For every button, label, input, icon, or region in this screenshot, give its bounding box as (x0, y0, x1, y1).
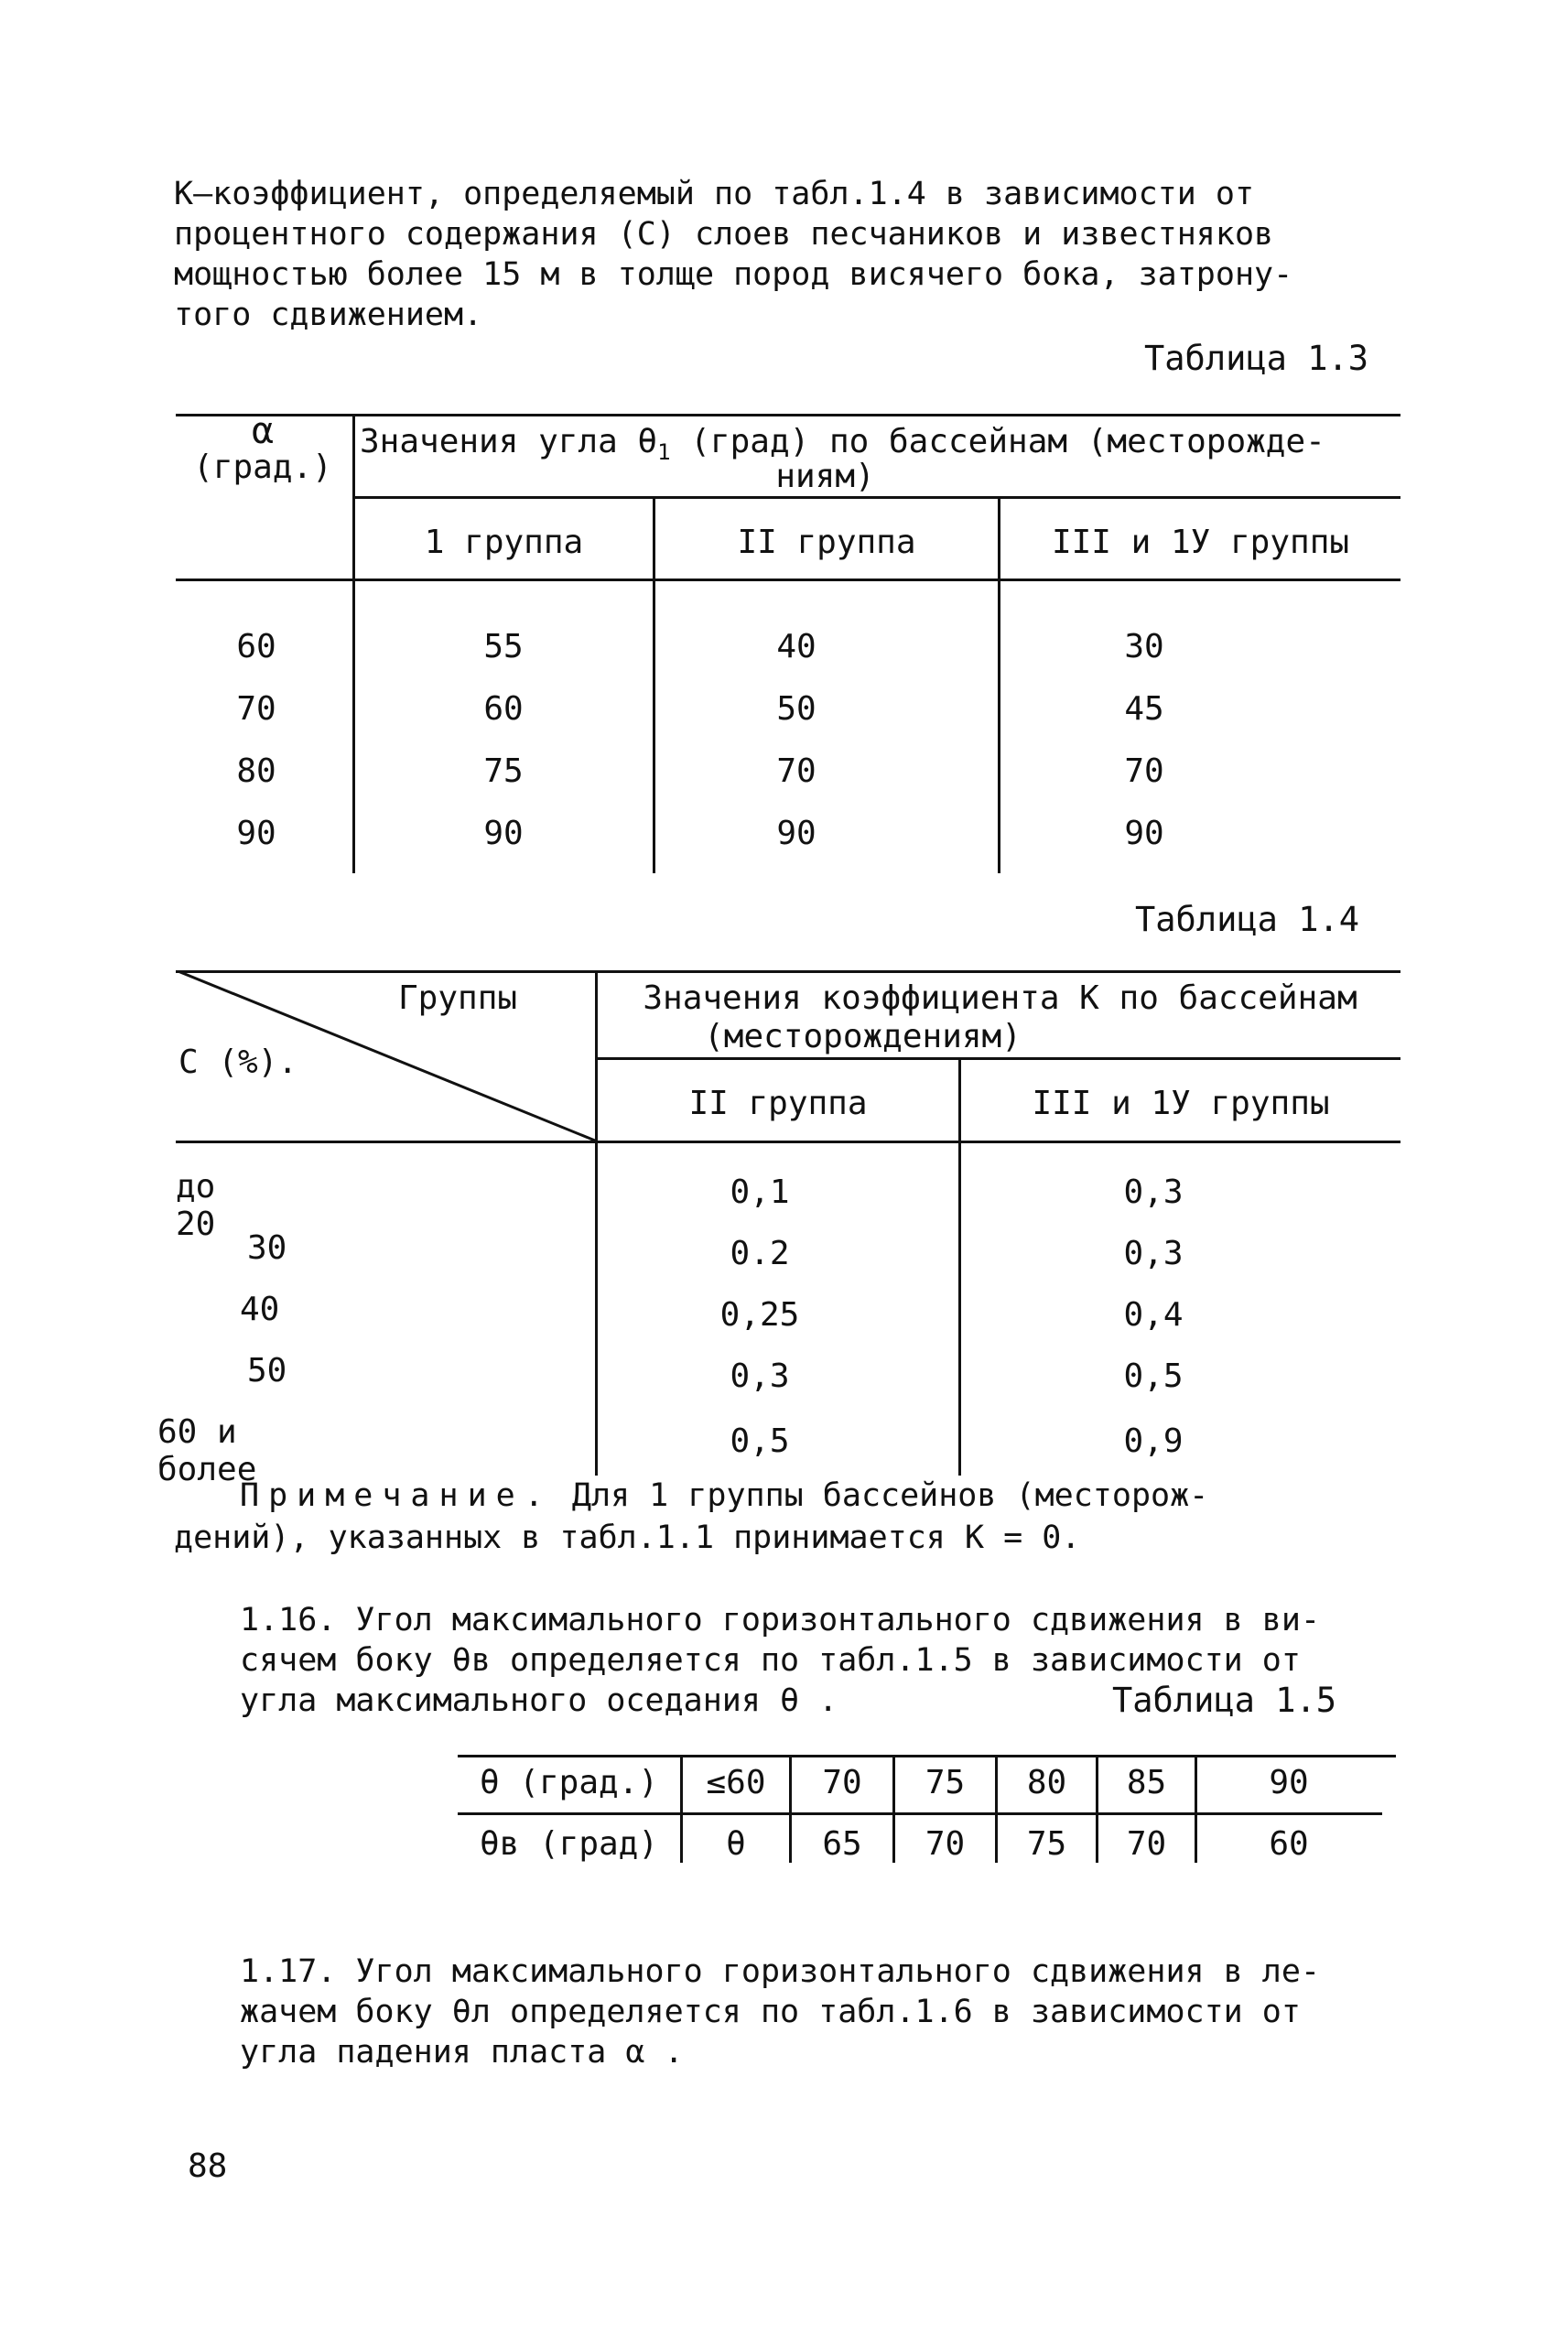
table-1-3-caption: Таблица 1.3 (1144, 339, 1369, 378)
t13-col-2: II группа (737, 524, 916, 561)
table-1-5: θ (град.) θв (град) ≤60 70 75 80 85 90 θ 65 70 75 70 60 (0, 0, 1568, 1876)
t13-group-header-cont: ниям) (775, 458, 875, 495)
paragraph-1-17: 1.17. Угол максимального горизонтального сдвижения в ле- жачем боку θл определяется по табл.1.6 в зависимости от угла падения пласта α . (240, 1953, 1321, 2071)
alpha-unit: (град.) (193, 449, 332, 486)
t14-group-header: Значения коэффициента К по бассейнам (643, 979, 1357, 1017)
note-line-2: дений), указанных в табл.1.1 принимается К = 0. (174, 1519, 1081, 1556)
page-number: 88 (188, 2147, 228, 2185)
t14-col-1: II группа (688, 1085, 868, 1122)
note-line-1: Примечание. Для 1 группы бассейнов (месторож- (240, 1477, 1209, 1514)
table-1-4-caption: Таблица 1.4 (1135, 900, 1360, 939)
intro-paragraph: К–коэффициент, определяемый по табл.1.4 в зависимости от процентного содержания (С) слоев песчаников и известняков мощностью более 15 м в толще пород висячего бока, затрону- того сдвижением. (174, 176, 1293, 333)
t14-group-header-cont: (месторождениям) (704, 1018, 1022, 1055)
t13-col-1: 1 группа (424, 524, 584, 561)
table-1-4: Группы С (%). Значения коэффициента К по бассейнам (месторождениям) II группа III и 1У группы до 20 0,1 0,3 30 0.2 0,3 40 0,25 0,4 50 0,3 0,5 60 и более 0,5 0,9 (0, 0, 1568, 1483)
t15-row2-label: θв (град) (479, 1825, 659, 1863)
paragraph-1-16: 1.16. Угол максимального горизонтального сдвижения в ви- сячем боку θв определяется по табл.1.5 в зависимости от угла максимального оседания θ . (240, 1602, 1321, 1719)
t13-group-header: Значения угла $\theta_1$ (град) по бассейнам (месторожде- (360, 423, 1325, 466)
corner-groups-label: Группы (398, 979, 518, 1017)
corner-c-label: С (%). (178, 1044, 298, 1081)
note-label: Примечание. (240, 1477, 553, 1514)
alpha-symbol: α (251, 410, 275, 452)
table-1-5-caption: Таблица 1.5 (1112, 1681, 1337, 1720)
t15-row1-label: θ (град.) (479, 1764, 659, 1801)
t14-col-2: III и 1У группы (1032, 1085, 1330, 1122)
table-1-3: α (град.) Значения угла $\theta_1$ (град) по бассейнам (месторожде- ниям) 1 группа II группа III и 1У группы 60 55 40 30 70 60 50 45 80 75 70 70 90 90 90 90 (0, 0, 1568, 915)
t13-col-3: III и 1У группы (1051, 524, 1350, 561)
